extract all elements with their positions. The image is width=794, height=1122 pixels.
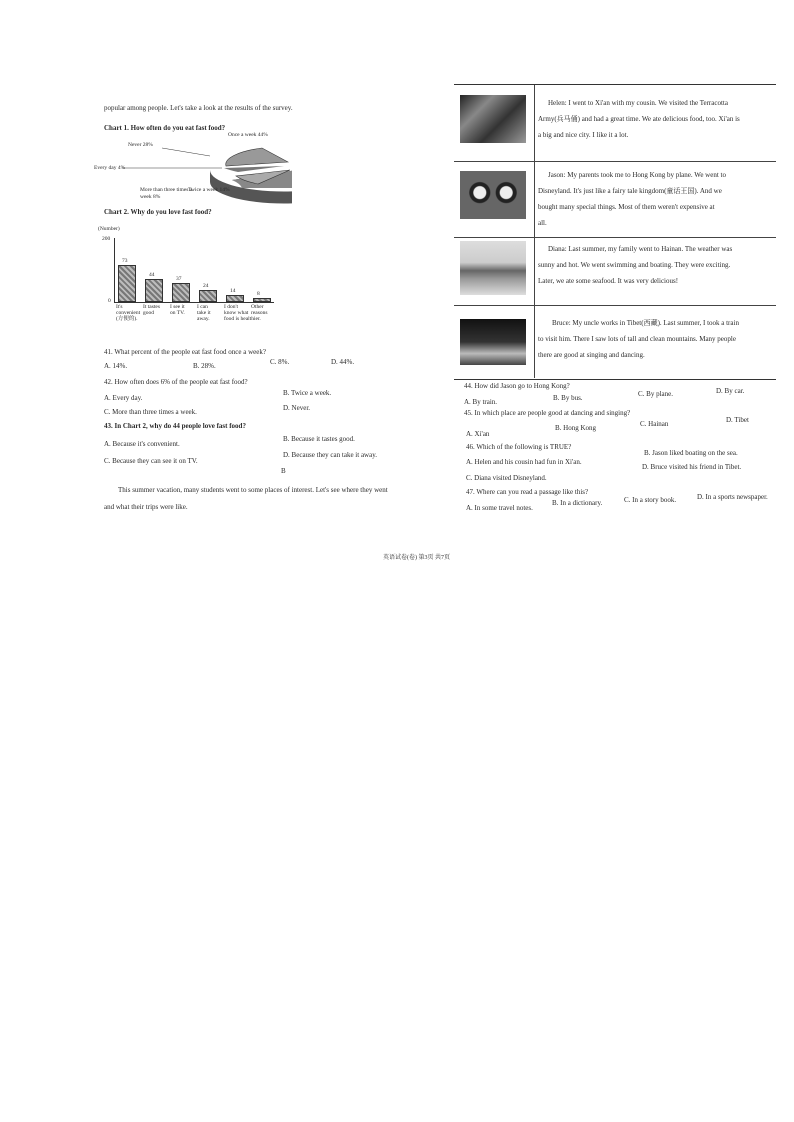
q42-stem: 42. How often does 6% of the people eat fast food? xyxy=(104,378,248,386)
chart2-bar-value: 8 xyxy=(257,290,260,297)
q45-option-a[interactable]: A. Xi'an xyxy=(466,430,490,438)
leader-line xyxy=(162,148,210,156)
chart2-x-axis xyxy=(114,302,274,303)
chart2-bar-label: on TV. xyxy=(170,310,185,316)
row-text: Jason: My parents took me to Hong Kong by plane. We went to Disneyland. It's just like a fairy tale kingdom(童话王国). And we bought many special things. Most of them weren't expensive at all. xyxy=(538,171,726,227)
q41-stem: 41. What percent of the people eat fast food once a week? xyxy=(104,348,266,356)
q47-option-b[interactable]: B. In a dictionary. xyxy=(552,499,603,507)
q42-option-b[interactable]: B. Twice a week. xyxy=(283,389,332,397)
chart2-bar-label: I see it xyxy=(170,304,185,310)
chart2-bar-label: I can xyxy=(197,304,208,310)
chart2-bar xyxy=(199,290,217,302)
chart2-bar-label: It's xyxy=(116,304,123,310)
tibet-photo xyxy=(460,319,526,365)
q42-option-a[interactable]: A. Every day. xyxy=(104,394,143,402)
passage-line-1: This summer vacation, many students went to some places of interest. Let's see where they went xyxy=(118,486,388,494)
chart2-bar-label: I don't xyxy=(224,304,238,310)
chart2-title: Chart 2. Why do you love fast food? xyxy=(104,208,212,216)
q41-option-c[interactable]: C. 8%. xyxy=(270,358,290,366)
pie-slice-every-day xyxy=(224,166,284,172)
q43-stem: 43. In Chart 2, why do 44 people love fast food? xyxy=(104,422,246,430)
pie-label-twice: Twice a week 14% xyxy=(188,187,230,193)
chart2-bar-label: reasons xyxy=(251,310,268,316)
chart2-bar-label: good xyxy=(143,310,154,316)
chart2-bar-label: It tastes xyxy=(143,304,160,310)
passage-line-2: and what their trips were like. xyxy=(104,503,188,511)
page-footer: 英语试卷(卷) 第3页 共7页 xyxy=(383,555,450,561)
chart2-y-max: 200 xyxy=(102,236,111,242)
q43-option-b[interactable]: B. Because it tastes good. xyxy=(283,435,355,443)
pie-slice-never xyxy=(226,148,288,166)
q45-option-d[interactable]: D. Tibet xyxy=(726,416,749,424)
q42-option-d[interactable]: D. Never. xyxy=(283,404,311,412)
table-row-jason xyxy=(454,161,776,238)
q46-option-d[interactable]: D. Bruce visited his friend in Tibet. xyxy=(642,463,742,471)
q47-stem: 47. Where can you read a passage like this? xyxy=(466,488,589,496)
table-row-bruce xyxy=(454,305,776,378)
travel-table xyxy=(454,84,776,380)
row-text: Helen: I went to Xi'an with my cousin. We visited the Terracotta Army(兵马俑) and had a great time. We ate delicious food, too. Xi'an is a big and nice city. I like it a lot. xyxy=(538,99,740,139)
q45-option-c[interactable]: C. Hainan xyxy=(640,420,669,428)
disneyland-photo xyxy=(460,171,526,219)
pie-label-never: Never 28% xyxy=(128,142,153,148)
q47-option-c[interactable]: C. In a story book. xyxy=(624,496,677,504)
q41-option-d[interactable]: D. 44%. xyxy=(331,358,355,366)
q44-option-a[interactable]: A. By train. xyxy=(464,398,498,406)
chart2-bar-label: (方便的). xyxy=(116,316,138,322)
q44-option-c[interactable]: C. By plane. xyxy=(638,390,673,398)
q46-option-b[interactable]: B. Jason liked boating on the sea. xyxy=(644,449,738,457)
q44-option-d[interactable]: D. By car. xyxy=(716,387,745,395)
q42-option-c[interactable]: C. More than three times a week. xyxy=(104,408,197,416)
q46-option-c[interactable]: C. Diana visited Disneyland. xyxy=(466,474,547,482)
chart2-bar-label: convenient xyxy=(116,310,141,316)
hainan-photo xyxy=(460,241,526,295)
chart2-bar-value: 44 xyxy=(149,272,155,279)
table-row-helen xyxy=(454,85,776,162)
q46-option-a[interactable]: A. Helen and his cousin had fun in Xi'an. xyxy=(466,458,582,466)
chart2-y-label: (Number) xyxy=(98,226,120,232)
chart2-bar-label: take it xyxy=(197,310,211,316)
chart2-y-axis xyxy=(114,238,115,302)
table-row-diana xyxy=(454,237,776,306)
chart2-bar-value: 14 xyxy=(230,287,236,294)
chart2-bar-label: know what xyxy=(224,310,249,316)
q43-option-c[interactable]: C. Because they can see it on TV. xyxy=(104,457,198,465)
terracotta-photo xyxy=(460,95,526,143)
pie-label-more-than-three: More than three times a week 8% xyxy=(140,187,193,200)
chart2-bar xyxy=(145,279,163,302)
chart2-bar-value: 73 xyxy=(122,257,128,264)
q47-option-a[interactable]: A. In some travel notes. xyxy=(466,504,533,512)
chart2-bar-value: 24 xyxy=(203,282,209,289)
chart2-bar-label: away. xyxy=(197,316,210,322)
q44-option-b[interactable]: B. By bus. xyxy=(553,394,583,402)
q43-option-a[interactable]: A. Because it's convenient. xyxy=(104,440,180,448)
chart2-bar xyxy=(172,283,190,302)
row-text: Diana: Last summer, my family went to Hainan. The weather was sunny and hot. We went swimming and boating. They were exciting. Later, we ate some seafood. It was very delicious! xyxy=(538,245,733,285)
section-letter: B xyxy=(281,467,286,475)
q41-option-b[interactable]: B. 28%. xyxy=(193,362,216,370)
chart2-bar xyxy=(118,265,136,302)
chart2-bar-label: food is healthier. xyxy=(224,316,261,322)
pie-label-every-day: Every day 4% xyxy=(94,165,126,171)
row-text: Bruce: My uncle works in Tibet(西藏). Last summer, I took a train to visit him. There I saw lots of tall and clean mountains. Many people there are good at singing and dancing. xyxy=(538,319,739,359)
q43-option-d[interactable]: D. Because they can take it away. xyxy=(283,451,378,459)
q45-option-b[interactable]: B. Hong Kong xyxy=(555,424,597,432)
q44-stem: 44. How did Jason go to Hong Kong? xyxy=(464,382,570,390)
pie-label-once: Once a week 44% xyxy=(228,132,268,138)
intro-line: popular among people. Let's take a look at the results of the survey. xyxy=(104,104,293,112)
q47-option-d[interactable]: D. In a sports newspaper. xyxy=(697,493,768,501)
q46-stem: 46. Which of the following is TRUE? xyxy=(466,443,572,451)
q45-stem: 45. In which place are people good at dancing and singing? xyxy=(464,409,631,417)
chart2-bar xyxy=(226,295,244,302)
chart2-bar-label: Other xyxy=(251,304,264,310)
chart2-bar-value: 37 xyxy=(176,276,182,283)
chart2-bar xyxy=(253,298,271,302)
chart1-title: Chart 1. How often do you eat fast food? xyxy=(104,124,226,132)
chart2-y-min: 0 xyxy=(108,298,111,304)
q41-option-a[interactable]: A. 14%. xyxy=(104,362,128,370)
